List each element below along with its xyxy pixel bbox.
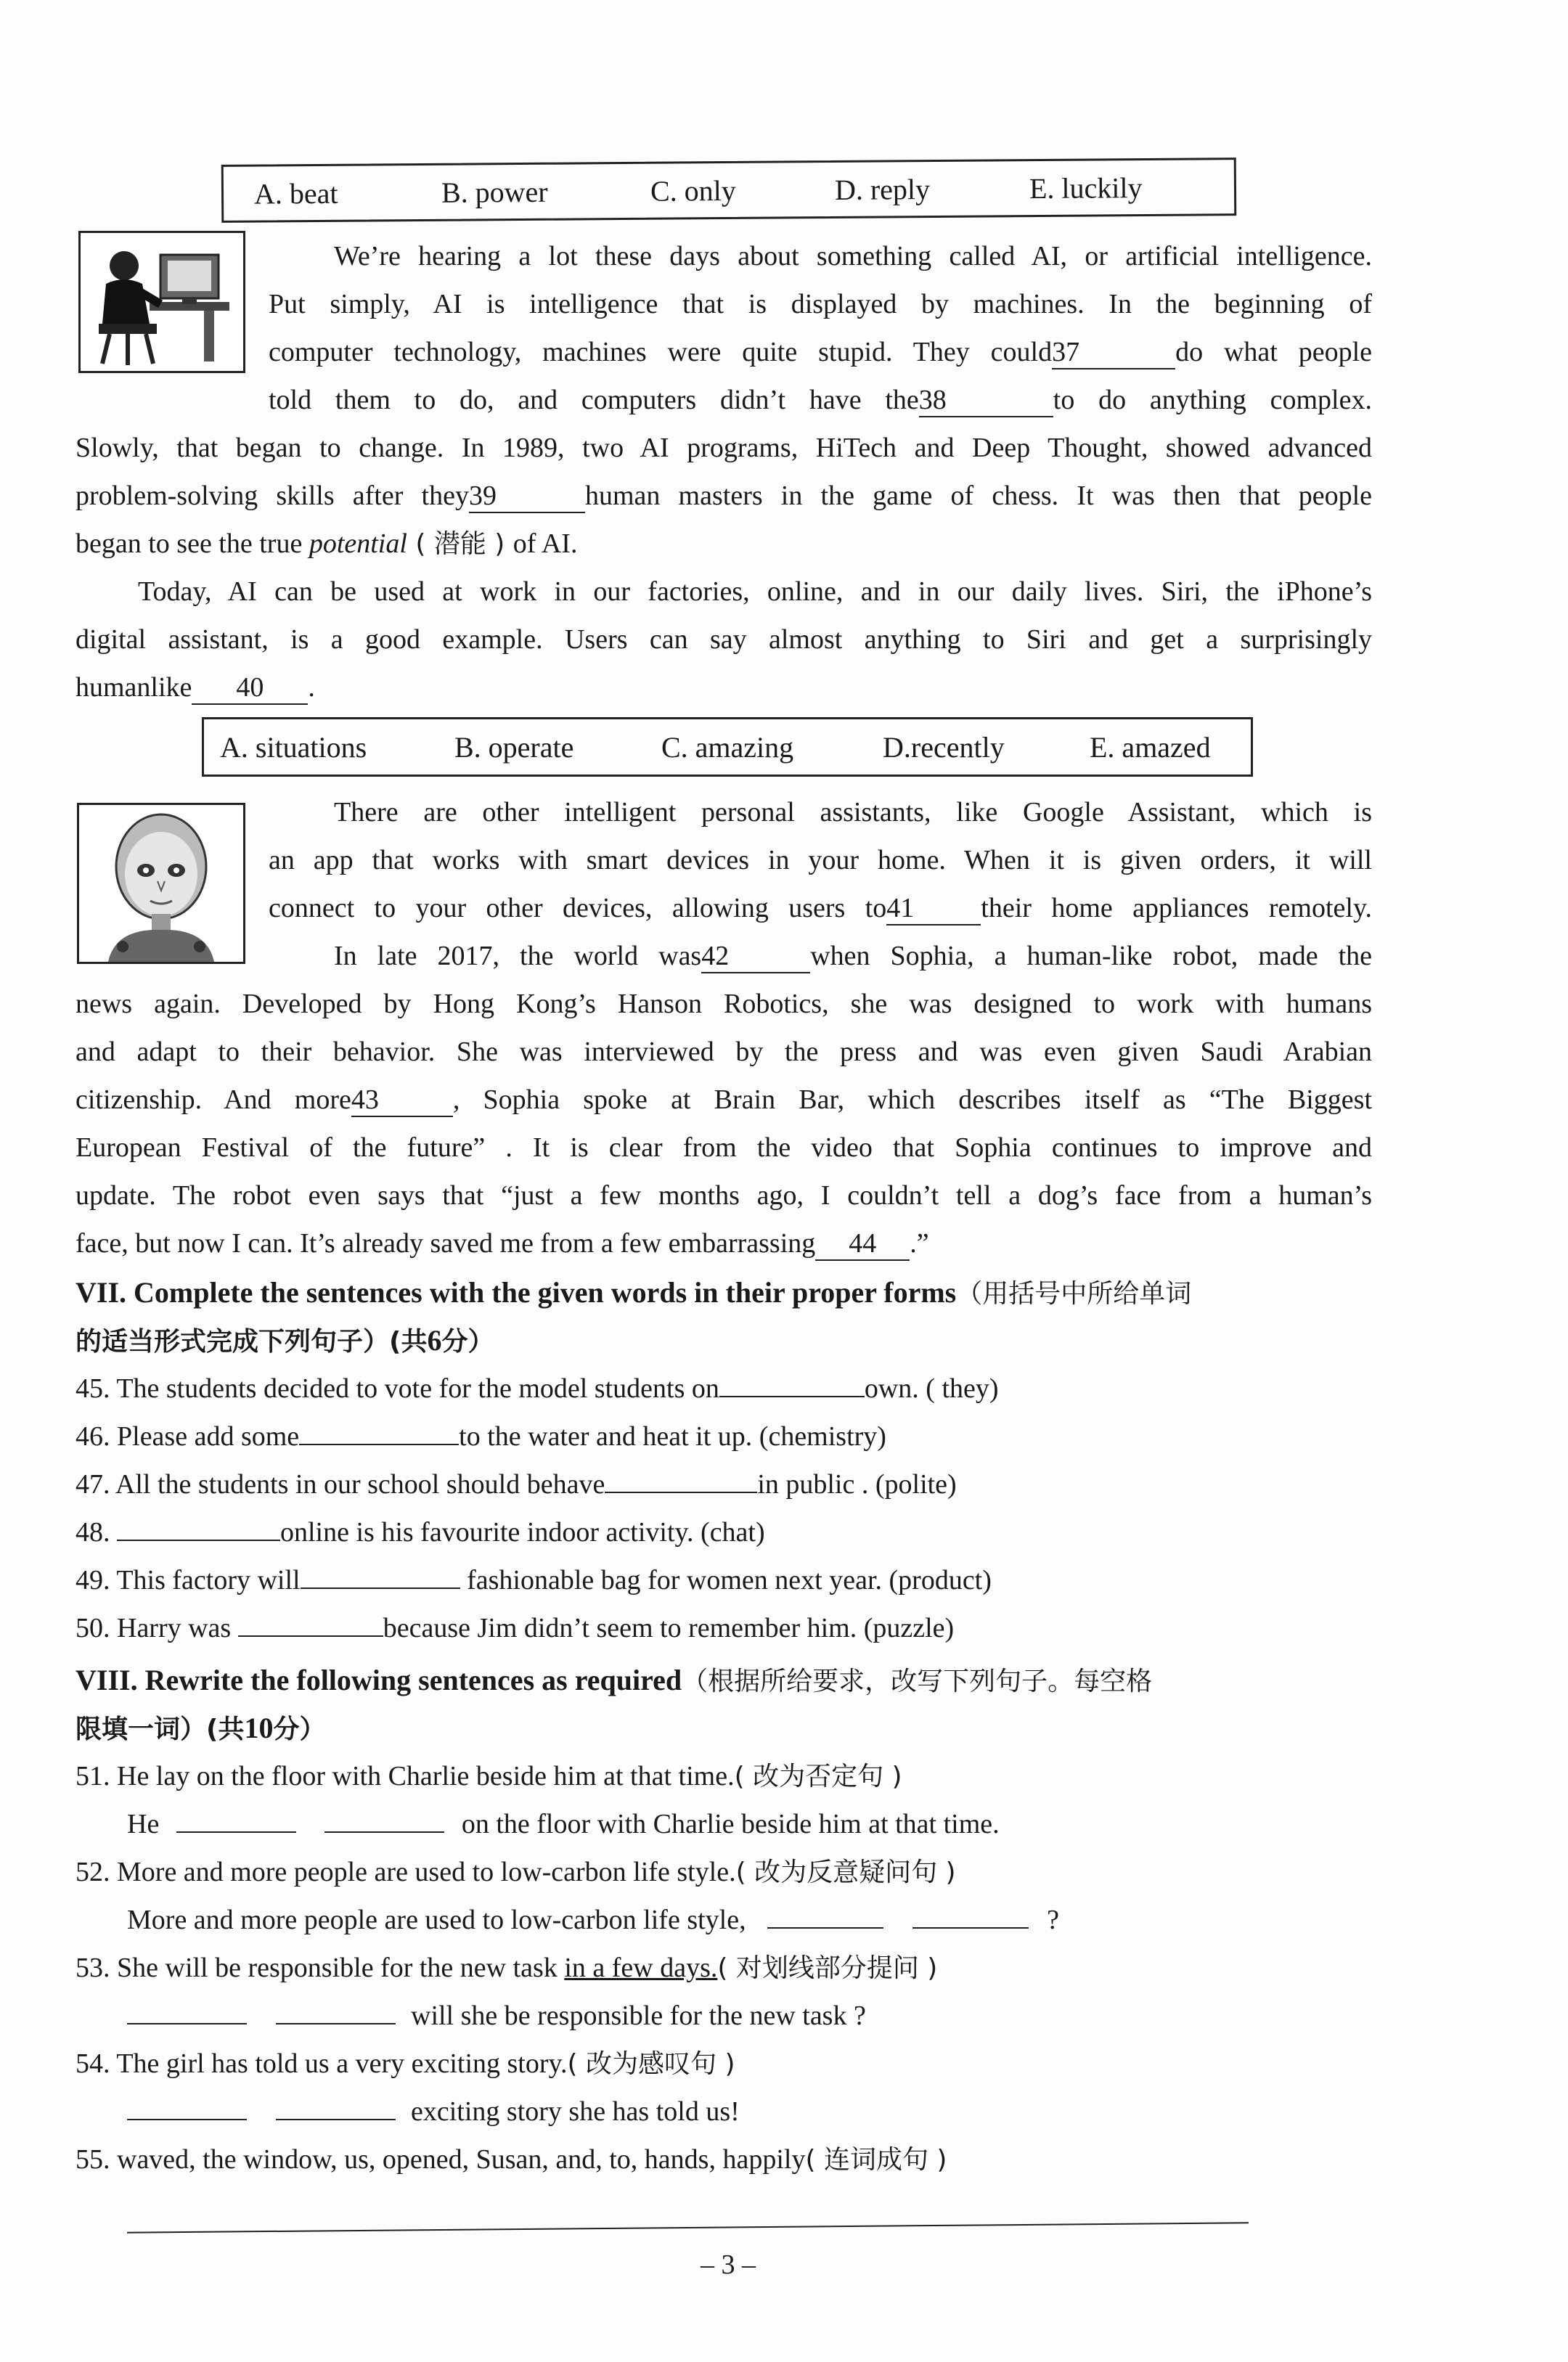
section8-title-line1 (75, 1662, 1152, 1700)
passage2-line10-text-b: .” (910, 1228, 929, 1259)
section8-title-en: VIII. Rewrite the following sentences as required (75, 1664, 682, 1696)
word-box-2 (202, 717, 1253, 777)
word-box-2-option-b: B. operate (454, 730, 574, 764)
q45-text-a: 45. The students decided to vote for the model students on (75, 1373, 719, 1404)
passage2-line4-text-a: In late 2017, the world was (334, 941, 702, 971)
question-52 (75, 1854, 956, 1891)
q50-text-a: 50. Harry was (75, 1613, 232, 1643)
q49-text-a: 49. This factory will (75, 1565, 301, 1595)
passage1-line6 (75, 478, 1372, 514)
passage2-line7-text-b: , Sophia spoke at Brain Bar, which describes itself as “The Biggest (452, 1084, 1372, 1115)
question-47 (75, 1466, 957, 1503)
q52-instruction: ( 改为反意疑问句 ) (735, 1858, 956, 1887)
question-55 (75, 2141, 947, 2178)
section7-title-en: VII. Complete the sentences with the given words in their proper forms (75, 1276, 957, 1309)
section7-title-cjk1: （用括号中所给单词 (956, 1279, 1192, 1309)
q54-text: 54. The girl has told us a very exciting story. (75, 2048, 568, 2079)
q51-answer-text-b: on the floor with Charlie beside him at that time. (461, 1809, 1000, 1839)
passage2-line8: European Festival of the future” . It is clear from the video that Sophia continues to improve and (75, 1132, 1372, 1163)
question-51 (75, 1758, 902, 1795)
q54-answer-blank-1[interactable] (127, 2119, 247, 2120)
section8-title-line2 (75, 1710, 325, 1748)
q53-answer-line (127, 1998, 866, 2034)
q52-text: 52. More and more people are used to low-carbon life style. (75, 1857, 736, 1887)
word-box-1-option-a: A. beat (253, 176, 338, 211)
q54-instruction: ( 改为感叹句 ) (567, 2049, 735, 2079)
passage2-line6: and adapt to their behavior. She was interviewed by the press and was even given Saudi Arabian (75, 1037, 1372, 1067)
section7-title-line2 (75, 1323, 494, 1360)
question-49 (75, 1562, 992, 1598)
passage2-line7-text-a: citizenship. And more (75, 1084, 351, 1115)
section7-title-cjk3: 分） (441, 1327, 494, 1357)
passage1-line4-text-a: told them to do, and computers didn’t have the (269, 385, 919, 415)
q55-answer-line[interactable] (127, 2222, 1249, 2233)
section7-score: 6 (427, 1324, 442, 1357)
passage2-line10-text-a: face, but now I can. It’s already saved me from a few embarrassing (75, 1228, 816, 1259)
q47-text-a: 47. All the students in our school should behave (75, 1469, 605, 1500)
word-box-2-option-c: C. amazing (661, 730, 794, 764)
passage2-line7 (75, 1082, 1372, 1118)
passage2-line5: news again. Developed by Hong Kong’s Hanson Robotics, she was designed to work with humans (75, 989, 1372, 1019)
word-box-2-option-e: E. amazed (1090, 730, 1211, 764)
word-box-1-option-c: C. only (650, 173, 736, 208)
q51-answer-line (127, 1806, 1000, 1842)
word-box-1 (221, 158, 1237, 223)
passage2-line4 (334, 938, 1372, 974)
q52-answer-blank-2[interactable] (912, 1927, 1029, 1929)
q48-text-b: online is his favourite indoor activity. (chat) (280, 1517, 765, 1548)
passage1-line4 (269, 382, 1372, 418)
potential-word: potential (309, 528, 407, 559)
q52-answer-line (127, 1902, 1059, 1938)
blank-38: 38 (919, 384, 1053, 417)
passage2-line3 (269, 890, 1372, 926)
question-53 (75, 1950, 937, 1987)
q53-answer-blank-2[interactable] (276, 2023, 396, 2024)
q51-text: 51. He lay on the floor with Charlie beside him at that time. (75, 1761, 735, 1791)
passage1-line3-text-a: computer technology, machines were quite stupid. They could (269, 337, 1053, 367)
potential-gloss: ( 潜能 ) (407, 529, 513, 559)
passage1-line10-text-b: . (308, 672, 315, 703)
page-number: – 3 – (701, 2249, 756, 2280)
q45-text-b: own. ( they) (864, 1373, 999, 1404)
word-box-1-option-d: D. reply (834, 172, 931, 206)
q49-answer-blank[interactable] (301, 1587, 460, 1589)
q47-answer-blank[interactable] (605, 1492, 757, 1493)
q55-instruction: ( 连词成句 ) (805, 2145, 947, 2175)
q51-answer-blank-2[interactable] (324, 1831, 444, 1833)
sophia-robot-illustration (77, 803, 245, 964)
q46-answer-blank[interactable] (299, 1444, 459, 1445)
passage1-line6-text-b: human masters in the game of chess. It was then that people (584, 481, 1373, 511)
passage2-line3-text-b: their home appliances remotely. (981, 893, 1372, 923)
q52-answer-text-b: ? (1047, 1905, 1059, 1935)
q45-answer-blank[interactable] (719, 1396, 865, 1397)
q50-answer-blank[interactable] (238, 1635, 383, 1637)
q51-answer-blank-1[interactable] (176, 1831, 296, 1833)
blank-37: 37 (1052, 336, 1175, 369)
q54-answer-text: exciting story she has told us! (411, 2096, 740, 2127)
blank-39: 39 (469, 480, 585, 513)
word-box-1-option-b: B. power (441, 175, 548, 209)
question-50 (75, 1610, 954, 1646)
section8-title-cjk1: （根据所给要求，改写下列句子。每空格 (682, 1667, 1153, 1696)
blank-43: 43 (351, 1084, 453, 1117)
section7-title-line1 (75, 1275, 1191, 1312)
passage2-line10 (75, 1225, 929, 1262)
q48-text-a: 48. (75, 1517, 110, 1548)
q55-text: 55. waved, the window, us, opened, Susan, and, to, hands, happily (75, 2144, 806, 2175)
q52-answer-text-a: More and more people are used to low-carbon life style, (127, 1905, 746, 1935)
passage1-line4-text-b: to do anything complex. (1053, 385, 1372, 415)
section8-title-cjk3: 分） (273, 1715, 326, 1744)
word-box-2-option-a: A. situations (220, 730, 367, 764)
word-box-1-option-e: E. luckily (1029, 171, 1143, 205)
word-box-2-option-d: D.recently (883, 730, 1005, 764)
passage1-line9: digital assistant, is a good example. Users can say almost anything to Siri and get a surprisingly (75, 624, 1372, 655)
passage2-line2: an app that works with smart devices in your home. When it is given orders, it will (269, 845, 1372, 875)
q47-text-b: in public . (polite) (757, 1469, 957, 1500)
passage1-line7 (75, 526, 577, 563)
passage1-line10-text-a: humanlike (75, 672, 192, 703)
q51-answer-text-a: He (127, 1809, 160, 1839)
question-48 (75, 1514, 765, 1550)
passage1-line7-text-a: began to see the true (75, 528, 303, 559)
q50-text-b: because Jim didn’t seem to remember him. (puzzle) (383, 1613, 955, 1643)
passage2-line1: There are other intelligent personal assistants, like Google Assistant, which is (334, 797, 1372, 827)
q53-answer-blank-1[interactable] (127, 2023, 247, 2024)
passage1-line3 (269, 334, 1372, 370)
q54-answer-blank-2[interactable] (276, 2119, 396, 2120)
q54-answer-line (127, 2093, 740, 2130)
blank-42: 42 (701, 940, 810, 973)
passage1-line10 (75, 669, 315, 706)
passage1-line6-text-a: problem-solving skills after they (75, 481, 469, 511)
q46-text-a: 46. Please add some (75, 1421, 300, 1452)
q46-text-b: to the water and heat it up. (chemistry) (459, 1421, 886, 1452)
passage1-line7-text-b: of AI. (513, 528, 578, 559)
question-54 (75, 2046, 735, 2083)
passage2-line3-text-a: connect to your other devices, allowing users to (269, 893, 887, 923)
passage1-line1: We’re hearing a lot these days about something called AI, or artificial intelligence. (334, 241, 1372, 271)
q48-answer-blank[interactable] (117, 1540, 280, 1541)
passage2-line4-text-b: when Sophia, a human-like robot, made the (810, 941, 1373, 971)
blank-41: 41 (886, 892, 981, 925)
q53-underlined-phrase: in a few days. (564, 1953, 718, 1983)
passage1-line2: Put simply, AI is intelligence that is displayed by machines. In the beginning of (269, 289, 1372, 319)
q49-text-b: fashionable bag for women next year. (product) (460, 1565, 992, 1595)
passage1-line3-text-b: do what people (1175, 337, 1372, 367)
blank-44: 44 (815, 1227, 910, 1261)
q53-answer-text: will she be responsible for the new task ? (411, 2001, 866, 2031)
passage2-line9: update. The robot even says that “just a few months ago, I couldn’t tell a dog’s face from a human’s (75, 1180, 1372, 1211)
question-46 (75, 1418, 886, 1455)
q52-answer-blank-1[interactable] (767, 1927, 883, 1929)
q53-instruction: ( 对划线部分提问 ) (717, 1953, 938, 1983)
passage1-line5: Slowly, that began to change. In 1989, two AI programs, HiTech and Deep Thought, showed advanced (75, 433, 1372, 463)
section8-title-cjk2: 限填一词）(共 (75, 1715, 245, 1744)
q51-instruction: ( 改为否定句 ) (734, 1762, 902, 1791)
blank-40: 40 (192, 671, 308, 705)
computer-user-illustration (78, 231, 245, 373)
question-45 (75, 1370, 999, 1407)
q53-text-a: 53. She will be responsible for the new task (75, 1953, 558, 1983)
section8-score: 10 (244, 1712, 274, 1744)
passage1-line8: Today, AI can be used at work in our factories, online, and in our daily lives. Siri, the iPhone’s (138, 576, 1372, 607)
section7-title-cjk2: 的适当形式完成下列句子）(共 (75, 1327, 428, 1357)
